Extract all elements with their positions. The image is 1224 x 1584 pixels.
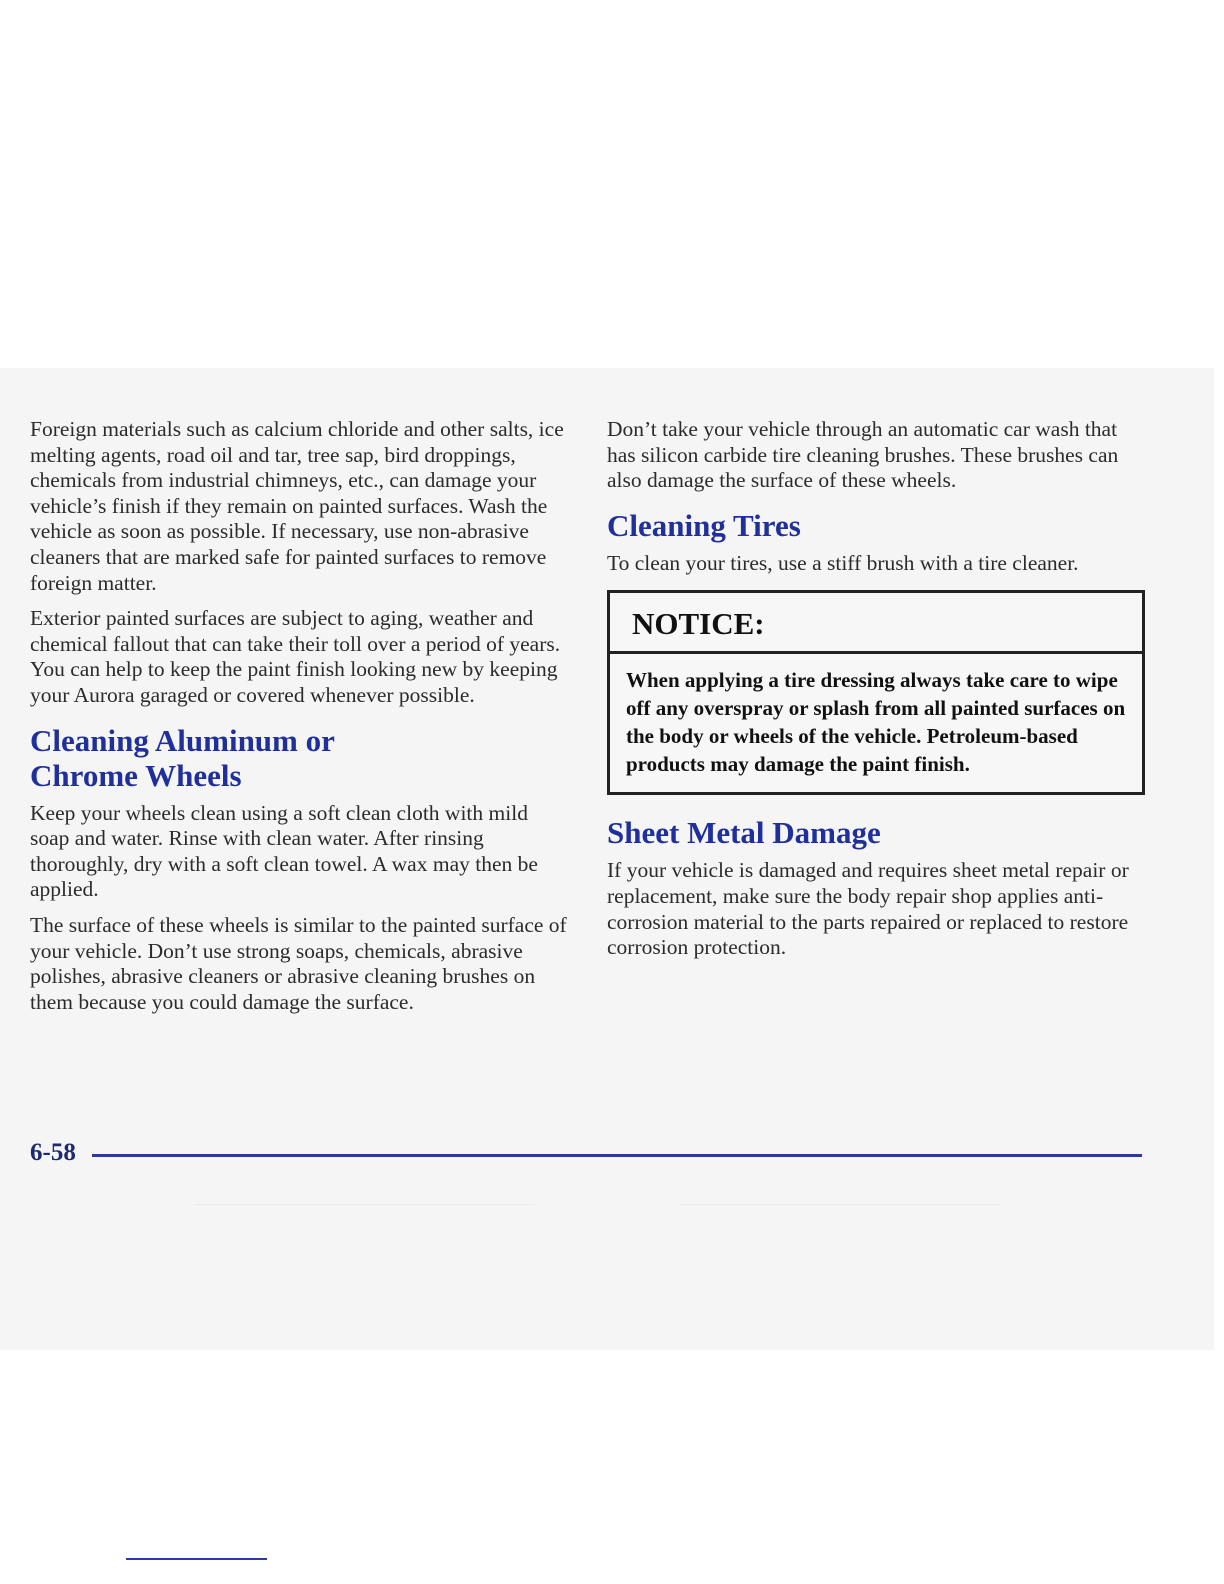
heading-cleaning-wheels <box>30 723 570 793</box>
heading-cleaning-wheels-line1: Cleaning Aluminum or <box>30 722 335 758</box>
paragraph-foreign-materials: Foreign materials such as calcium chloride and other salts, ice melting agents, road oil and tar, tree sap, bird droppings, chemicals from industrial chimneys, etc., can damage your vehicle’s finish if they remain on painted surfaces. Wash the vehicle as soon as possible. If necessary, use non-abrasive cleaners that are marked safe for painted surfaces to remove foreign matter. <box>30 417 564 595</box>
faint-divider-right <box>680 1204 1000 1205</box>
footer-rule <box>92 1154 1142 1157</box>
paragraph-car-wash: Don’t take your vehicle through an automatic car wash that has silicon carbide tire cleaning brushes. These brushes can also damage the surface of these wheels. <box>607 417 1119 493</box>
right-column <box>607 417 1147 971</box>
paragraph-clean-tires: To clean your tires, use a stiff brush with a tire cleaner. <box>607 550 1079 575</box>
paragraph-keep-wheels-clean: Keep your wheels clean using a soft clean cloth with mild soap and water. Rinse with clean water. After rinsing thoroughly, dry with a soft clean towel. A wax may then be applied. <box>30 800 538 902</box>
page-number: 6-58 <box>30 1139 76 1166</box>
heading-cleaning-wheels-line2: Chrome Wheels <box>30 757 242 793</box>
heading-sheet-metal-damage: Sheet Metal Damage <box>607 815 881 851</box>
bottom-link-underline[interactable] <box>126 1558 267 1560</box>
page-footer <box>30 1137 1142 1169</box>
paragraph-exterior-painted-surfaces: Exterior painted surfaces are subject to aging, weather and chemical fallout that can take their toll over a period of years. You can help to keep the paint finish looking new by keeping your Aurora garaged or covered whenever possible. <box>30 606 561 707</box>
heading-cleaning-tires: Cleaning Tires <box>607 507 801 543</box>
paragraph-wheel-surface: The surface of these wheels is similar to the painted surface of your vehicle. Don’t use strong soaps, chemicals, abrasive polishes, abrasive cleaners or abrasive cleaning brushes on them because you could damage the surface. <box>30 912 567 1014</box>
paragraph-sheet-metal: If your vehicle is damaged and requires sheet metal repair or replacement, make sure the body repair shop applies anti-corrosion material to the parts repaired or replaced to restore corrosion protection. <box>607 858 1129 960</box>
notice-box <box>607 590 1145 795</box>
faint-divider-left <box>195 1204 535 1205</box>
left-column <box>30 417 570 1025</box>
notice-text: When applying a tire dressing always take care to wipe off any overspray or splash from all painted surfaces on the body or wheels of the vehicle. Petroleum-based products may damage the paint finish. <box>626 668 1126 777</box>
notice-title: NOTICE: <box>610 593 1142 654</box>
